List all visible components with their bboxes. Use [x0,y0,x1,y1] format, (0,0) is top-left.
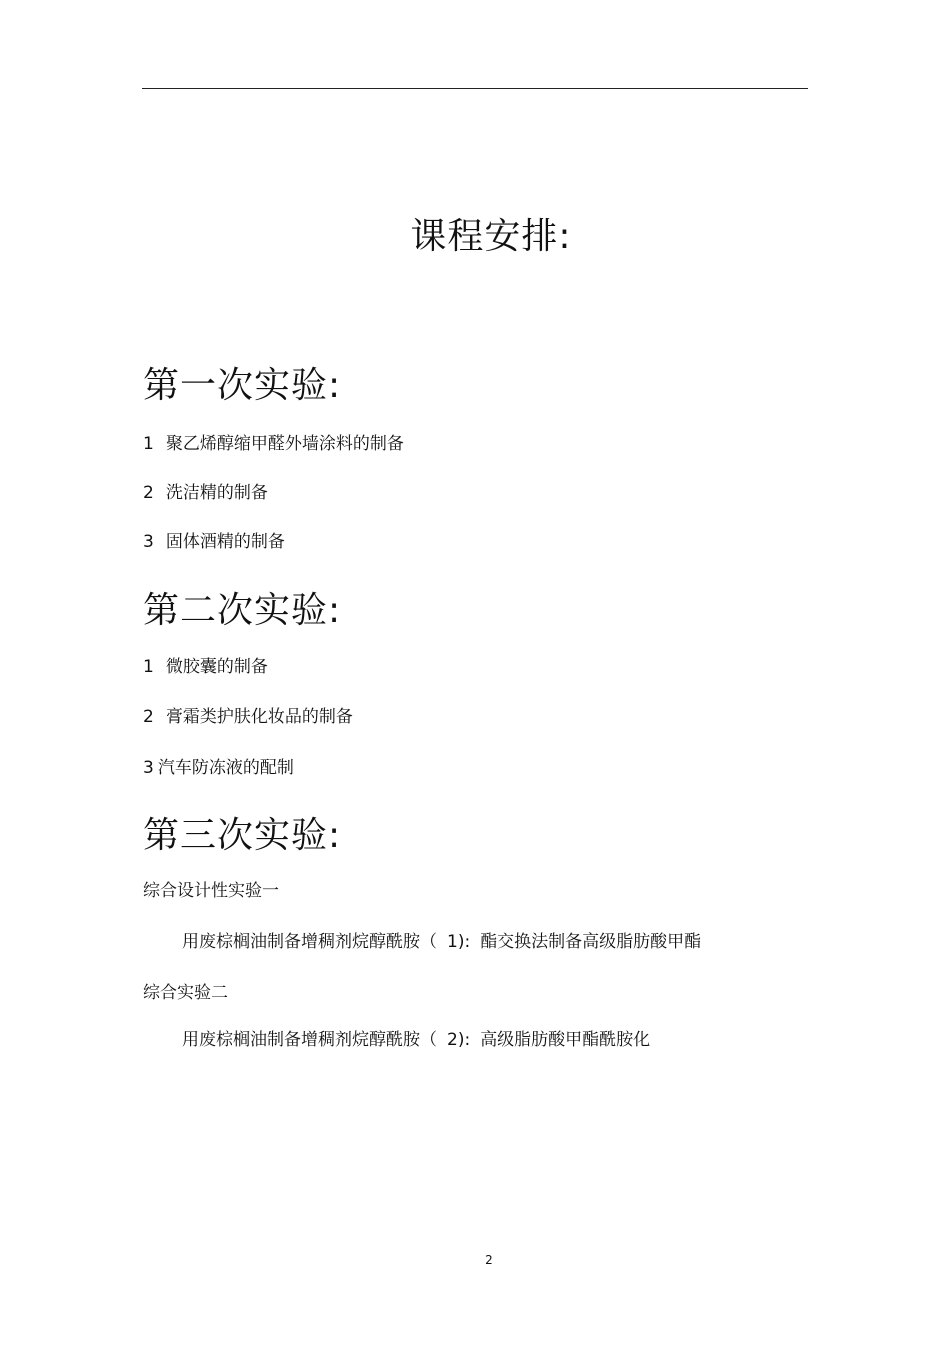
section-heading-3: 第三次实验: [143,815,342,856]
detail-part: 1): [447,932,471,952]
list-item [143,655,268,679]
page-title: 课程安排: [410,216,572,257]
item-text: 固体酒精的制备 [165,532,285,552]
item-number: 3 [143,532,154,552]
item-number: 1 [143,434,154,454]
item-text: 聚乙烯醇缩甲醛外墙涂料的制备 [165,434,404,454]
group-detail-2 [182,1028,650,1052]
detail-prefix: 用废棕榈油制备增稠剂烷醇酰胺（ [182,932,437,952]
detail-prefix: 用废棕榈油制备增稠剂烷醇酰胺（ [182,1030,437,1050]
group-detail-1 [182,930,701,954]
section-heading-2: 第二次实验: [143,590,342,631]
group-label-2: 综合实验二 [143,983,228,1003]
list-item [143,432,404,456]
detail-suffix: 高级脂肪酸甲酯酰胺化 [480,1030,651,1050]
list-item [143,756,294,780]
detail-suffix: 酯交换法制备高级脂肪酸甲酯 [480,932,702,952]
item-number: 3 [143,758,154,778]
item-text: 洗洁精的制备 [165,483,268,503]
item-text: 汽车防冻液的配制 [157,758,294,778]
page-number: 2 [485,1253,493,1267]
group-label-1: 综合设计性实验一 [143,881,279,901]
item-text: 微胶囊的制备 [165,657,268,677]
list-item [143,705,353,729]
section-heading-1: 第一次实验: [143,365,342,406]
item-text: 膏霜类护肤化妆品的制备 [165,707,353,727]
item-number: 2 [143,707,154,727]
list-item [143,481,268,505]
list-item [143,530,285,554]
detail-part: 2): [447,1030,471,1050]
header-rule [142,88,808,89]
item-number: 1 [143,657,154,677]
item-number: 2 [143,483,154,503]
